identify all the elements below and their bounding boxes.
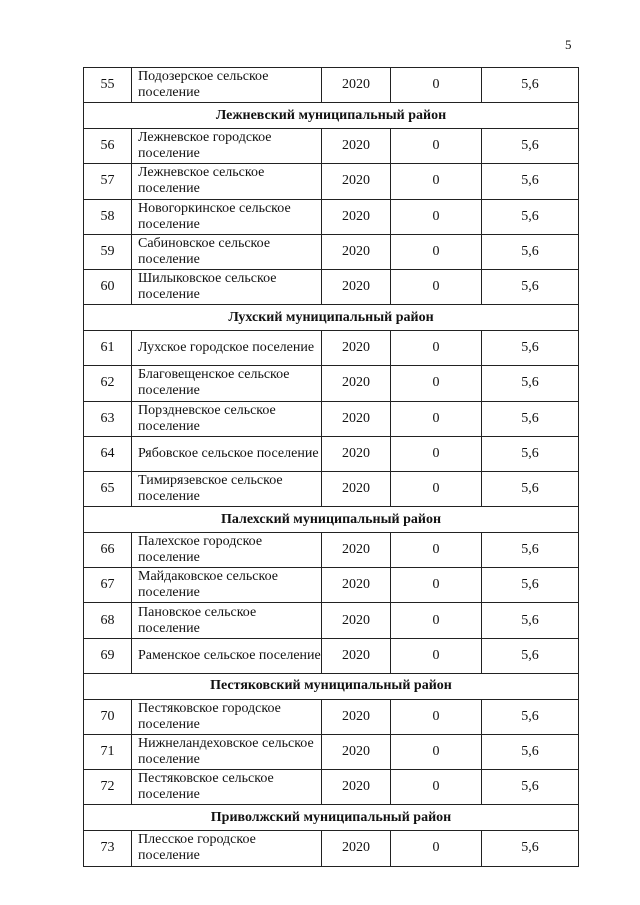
table-row xyxy=(84,269,579,304)
value-cell: 0 xyxy=(391,638,482,673)
page-number: 5 xyxy=(565,37,572,52)
table-row xyxy=(84,603,579,638)
rate-cell: 5,6 xyxy=(482,331,579,366)
row-number-cell: 61 xyxy=(84,331,132,366)
settlement-name-cell: Палехское городское поселение xyxy=(132,533,322,568)
value-cell: 0 xyxy=(391,199,482,234)
table-row xyxy=(84,129,579,164)
district-header-row xyxy=(84,507,579,533)
settlement-name-cell: Шилыковское сельское поселение xyxy=(132,269,322,304)
value-cell: 0 xyxy=(391,533,482,568)
district-header-row xyxy=(84,103,579,129)
rate-cell: 5,6 xyxy=(482,366,579,401)
row-number-cell: 65 xyxy=(84,471,132,506)
rate-cell: 5,6 xyxy=(482,68,579,103)
year-cell: 2020 xyxy=(322,68,391,103)
year-cell: 2020 xyxy=(322,770,391,805)
value-cell: 0 xyxy=(391,366,482,401)
value-cell: 0 xyxy=(391,269,482,304)
row-number-cell: 68 xyxy=(84,603,132,638)
value-cell: 0 xyxy=(391,471,482,506)
settlements-table xyxy=(83,67,579,867)
rate-cell: 5,6 xyxy=(482,164,579,199)
rate-cell: 5,6 xyxy=(482,471,579,506)
table-row xyxy=(84,331,579,366)
table-row xyxy=(84,638,579,673)
settlement-name-cell: Рябовское сельское поселение xyxy=(132,436,322,471)
value-cell: 0 xyxy=(391,770,482,805)
table-row xyxy=(84,164,579,199)
value-cell: 0 xyxy=(391,129,482,164)
settlement-name-cell: Благовещенское сельское поселение xyxy=(132,366,322,401)
table-row xyxy=(84,234,579,269)
table-row xyxy=(84,735,579,770)
table-row xyxy=(84,199,579,234)
year-cell: 2020 xyxy=(322,699,391,734)
rate-cell: 5,6 xyxy=(482,234,579,269)
settlement-name-cell: Пановское сельское поселение xyxy=(132,603,322,638)
table-row xyxy=(84,770,579,805)
year-cell: 2020 xyxy=(322,366,391,401)
settlement-name-cell: Нижнеландеховское сельское поселение xyxy=(132,735,322,770)
value-cell: 0 xyxy=(391,164,482,199)
year-cell: 2020 xyxy=(322,735,391,770)
settlement-name-cell: Пестяковское сельское поселение xyxy=(132,770,322,805)
row-number-cell: 59 xyxy=(84,234,132,269)
year-cell: 2020 xyxy=(322,401,391,436)
row-number-cell: 58 xyxy=(84,199,132,234)
settlement-name-cell: Майдаковское сельское поселение xyxy=(132,568,322,603)
table-row xyxy=(84,68,579,103)
rate-cell: 5,6 xyxy=(482,436,579,471)
value-cell: 0 xyxy=(391,603,482,638)
value-cell: 0 xyxy=(391,568,482,603)
year-cell: 2020 xyxy=(322,471,391,506)
year-cell: 2020 xyxy=(322,164,391,199)
row-number-cell: 66 xyxy=(84,533,132,568)
table-row xyxy=(84,533,579,568)
settlement-name-cell: Лухское городское поселение xyxy=(132,331,322,366)
district-header-row xyxy=(84,305,579,331)
rate-cell: 5,6 xyxy=(482,568,579,603)
settlement-name-cell: Подозерское сельское поселение xyxy=(132,68,322,103)
table-row xyxy=(84,436,579,471)
year-cell: 2020 xyxy=(322,831,391,866)
row-number-cell: 73 xyxy=(84,831,132,866)
settlement-name-cell: Плесское городское поселение xyxy=(132,831,322,866)
rate-cell: 5,6 xyxy=(482,638,579,673)
rate-cell: 5,6 xyxy=(482,199,579,234)
value-cell: 0 xyxy=(391,234,482,269)
rate-cell: 5,6 xyxy=(482,735,579,770)
table-row xyxy=(84,568,579,603)
value-cell: 0 xyxy=(391,831,482,866)
year-cell: 2020 xyxy=(322,603,391,638)
district-title: Лухский муниципальный район xyxy=(84,305,579,331)
district-header-row xyxy=(84,805,579,831)
table-row xyxy=(84,401,579,436)
year-cell: 2020 xyxy=(322,199,391,234)
settlement-name-cell: Новогоркинское сельское поселение xyxy=(132,199,322,234)
rate-cell: 5,6 xyxy=(482,401,579,436)
district-title: Лежневский муниципальный район xyxy=(84,103,579,129)
settlement-name-cell: Лежневское сельское поселение xyxy=(132,164,322,199)
settlement-name-cell: Сабиновское сельское поселение xyxy=(132,234,322,269)
row-number-cell: 57 xyxy=(84,164,132,199)
year-cell: 2020 xyxy=(322,436,391,471)
rate-cell: 5,6 xyxy=(482,831,579,866)
rate-cell: 5,6 xyxy=(482,603,579,638)
row-number-cell: 69 xyxy=(84,638,132,673)
year-cell: 2020 xyxy=(322,638,391,673)
value-cell: 0 xyxy=(391,436,482,471)
value-cell: 0 xyxy=(391,331,482,366)
settlement-name-cell: Порздневское сельское поселение xyxy=(132,401,322,436)
settlement-name-cell: Лежневское городское поселение xyxy=(132,129,322,164)
year-cell: 2020 xyxy=(322,234,391,269)
district-title: Палехский муниципальный район xyxy=(84,507,579,533)
settlement-name-cell: Раменское сельское поселение xyxy=(132,638,322,673)
rate-cell: 5,6 xyxy=(482,129,579,164)
district-header-row xyxy=(84,673,579,699)
table-row xyxy=(84,471,579,506)
value-cell: 0 xyxy=(391,401,482,436)
row-number-cell: 72 xyxy=(84,770,132,805)
table-row xyxy=(84,366,579,401)
table-body xyxy=(84,68,579,867)
rate-cell: 5,6 xyxy=(482,269,579,304)
rate-cell: 5,6 xyxy=(482,533,579,568)
settlement-name-cell: Тимирязевское сельское поселение xyxy=(132,471,322,506)
year-cell: 2020 xyxy=(322,533,391,568)
year-cell: 2020 xyxy=(322,331,391,366)
district-title: Приволжский муниципальный район xyxy=(84,805,579,831)
row-number-cell: 60 xyxy=(84,269,132,304)
settlement-name-cell: Пестяковское городское поселение xyxy=(132,699,322,734)
value-cell: 0 xyxy=(391,699,482,734)
row-number-cell: 56 xyxy=(84,129,132,164)
rate-cell: 5,6 xyxy=(482,699,579,734)
row-number-cell: 64 xyxy=(84,436,132,471)
value-cell: 0 xyxy=(391,735,482,770)
year-cell: 2020 xyxy=(322,269,391,304)
table-row xyxy=(84,831,579,866)
value-cell: 0 xyxy=(391,68,482,103)
year-cell: 2020 xyxy=(322,129,391,164)
row-number-cell: 67 xyxy=(84,568,132,603)
year-cell: 2020 xyxy=(322,568,391,603)
row-number-cell: 55 xyxy=(84,68,132,103)
table-row xyxy=(84,699,579,734)
row-number-cell: 71 xyxy=(84,735,132,770)
row-number-cell: 70 xyxy=(84,699,132,734)
row-number-cell: 62 xyxy=(84,366,132,401)
row-number-cell: 63 xyxy=(84,401,132,436)
rate-cell: 5,6 xyxy=(482,770,579,805)
district-title: Пестяковский муниципальный район xyxy=(84,673,579,699)
